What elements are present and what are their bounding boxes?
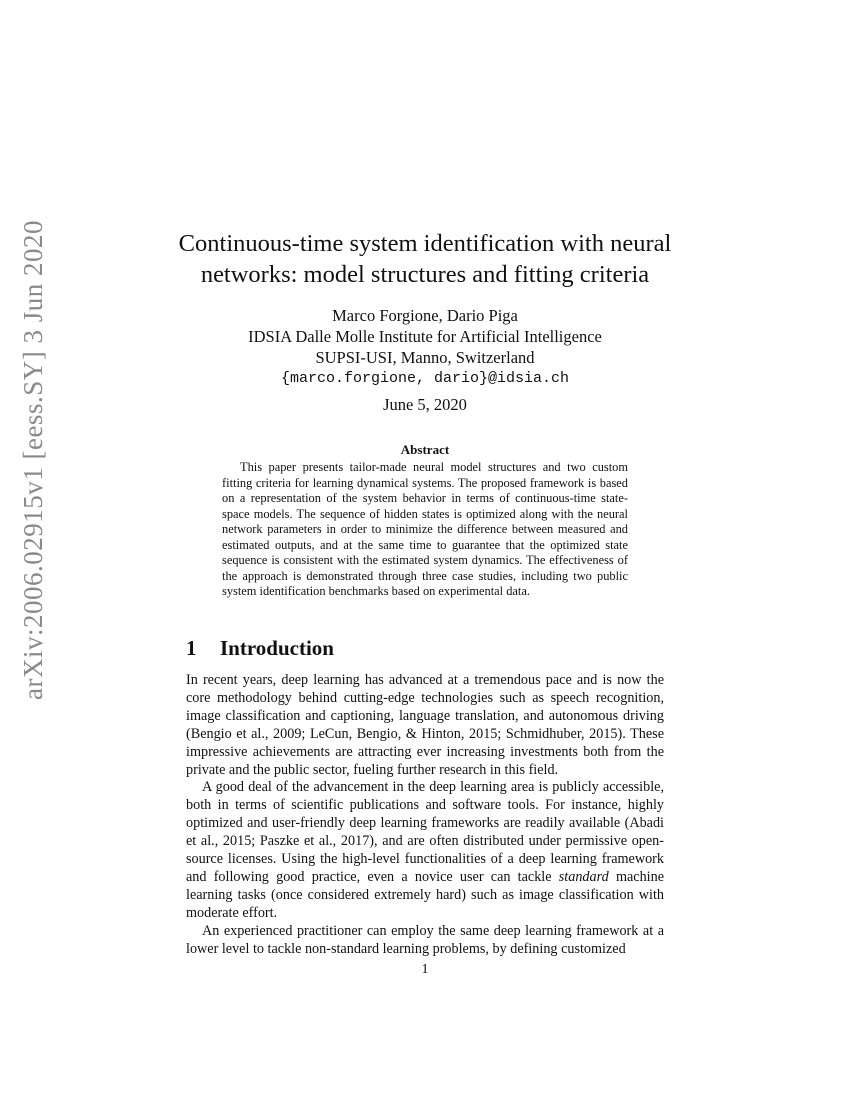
abstract-heading: Abstract	[400, 442, 450, 457]
paragraph-2-text-b: machine learning tasks (once considered extremely hard) such as image classification with moderate effort.	[186, 868, 664, 921]
page-number: 1	[421, 962, 429, 977]
paragraph-2	[186, 779, 664, 922]
author-names: Marco Forgione, Dario Piga	[332, 306, 518, 325]
paragraph-1: In recent years, deep learning has advanced at a tremendous pace and is now the core methodology behind cutting-edge technologies such as speech recognition, image classification and captioning, language translation, and autonomous driving (Bengio et al., 2009; LeCun, Bengio, & Hinton, 2015; Schmidhuber, 2015). These impressive achievements are attracting ever increasing investments both from the private and the public sector, fueling further research in this field.	[186, 672, 664, 778]
affiliation-location: SUPSI-USI, Manno, Switzerland	[315, 348, 535, 367]
paper-date: June 5, 2020	[383, 395, 467, 414]
paper-title-line-2: networks: model structures and fitting criteria	[200, 261, 650, 288]
section-heading-introduction	[186, 636, 334, 661]
affiliation-institute: IDSIA Dalle Molle Institute for Artificial Intelligence	[248, 327, 602, 346]
introduction-body	[186, 672, 664, 959]
paper-title-line-1: Continuous-time system identification with neural	[178, 230, 672, 257]
section-number: 1	[186, 636, 197, 660]
abstract-text: This paper presents tailor-made neural model structures and two custom fitting criteria for learning dynamical systems. The proposed framework is based on a representation of the system behavior in terms of continuous-time state-space models. The sequence of hidden states is optimized along with the neural network parameters in order to minimize the difference between measured and estimated outputs, and at the same time to guarantee that the optimized state sequence is consistent with the estimated system dynamics. The effectiveness of the approach is demonstrated through three case studies, including two public system identification benchmarks based on experimental data.	[222, 460, 628, 598]
section-title: Introduction	[220, 636, 334, 660]
paragraph-3: An experienced practitioner can employ the same deep learning framework at a lower level to tackle non-standard learning problems, by defining customized	[186, 922, 664, 957]
author-email: {marco.forgione, dario}@idsia.ch	[280, 370, 570, 387]
author-block	[130, 305, 720, 389]
arxiv-identifier-stamp: arXiv:2006.02915v1 [eess.SY] 3 Jun 2020	[18, 220, 48, 700]
paper-title	[130, 228, 720, 290]
paragraph-2-emphasis: standard	[558, 868, 609, 885]
paragraph-2-text-a: A good deal of the advancement in the deep learning area is publicly accessible, both in terms of scientific publications and software tools. For instance, highly optimized and user-friendly deep learning frameworks are readily available (Abadi et al., 2015; Paszke et al., 2017), and are often distributed under permissive open-source licenses. Using the high-level functionalities of a deep learning framework and following good practice, even a novice user can tackle	[186, 779, 664, 885]
